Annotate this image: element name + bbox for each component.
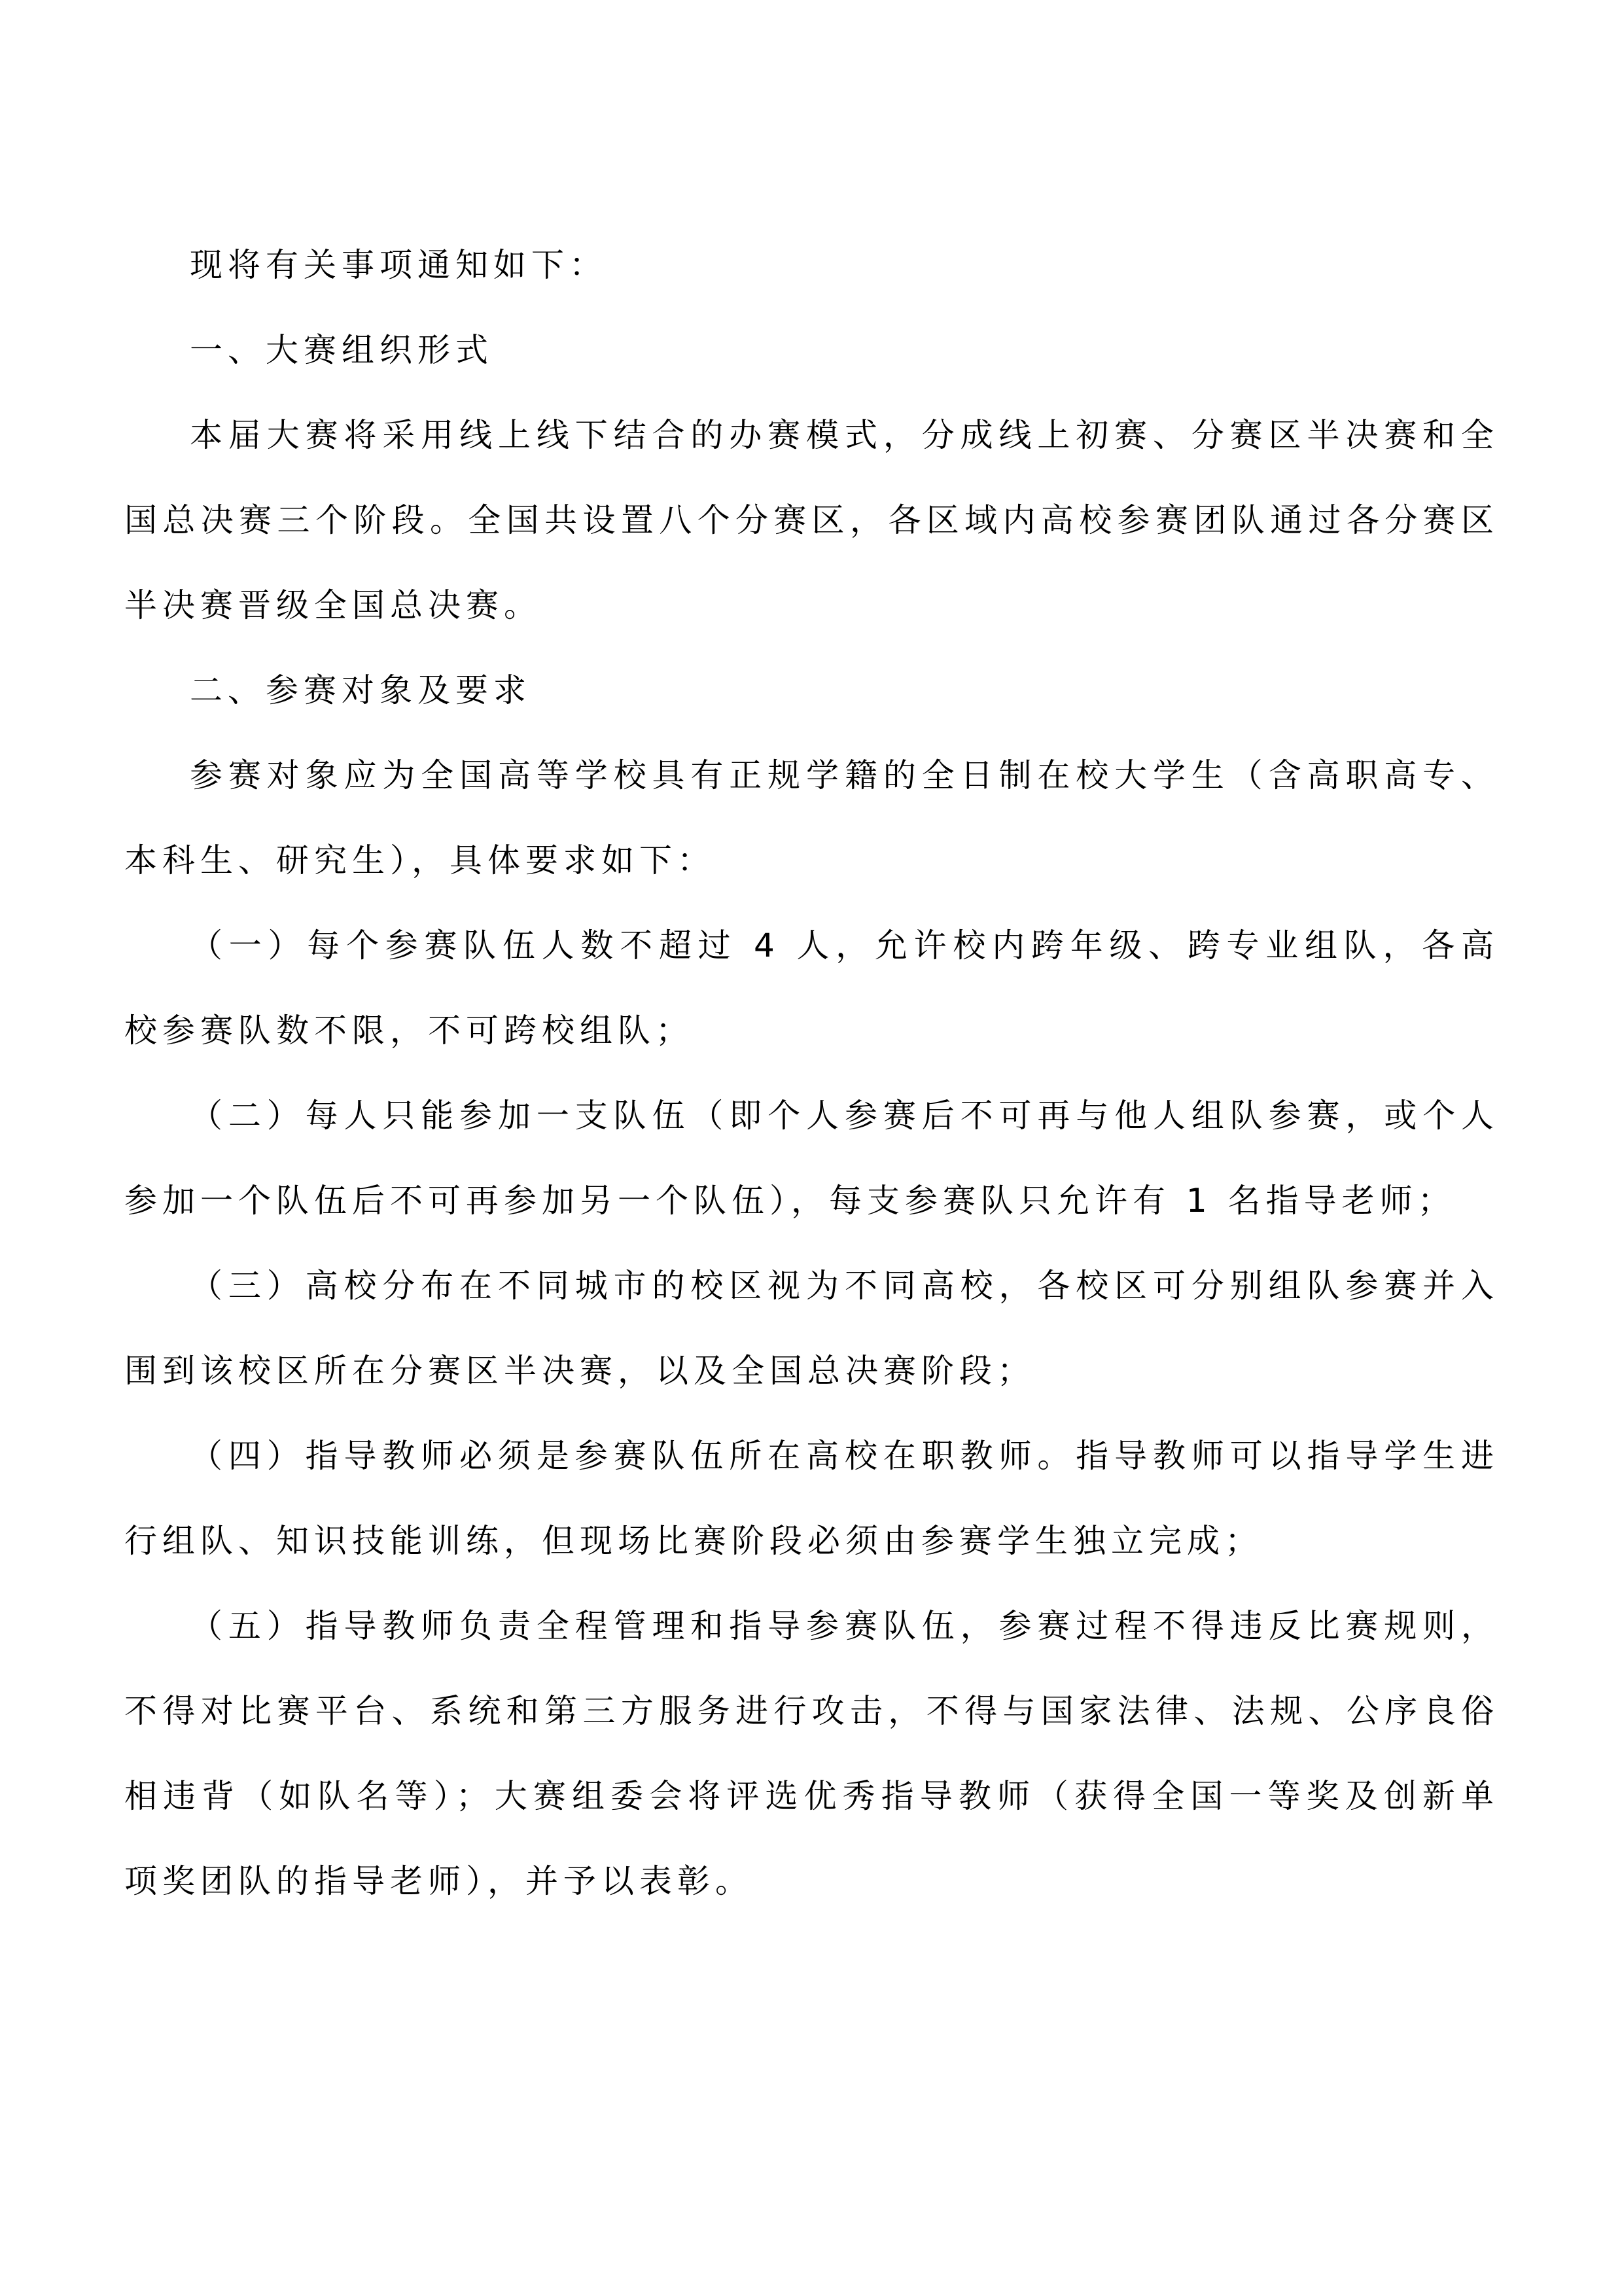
paragraph-item-1: （一）每个参赛队伍人数不超过 4 人，允许校内跨年级、跨专业组队，各高校参赛队数不限，不可跨校组队； <box>124 927 1499 1050</box>
paragraph-item-2: （二）每人只能参加一支队伍（即个人参赛后不可再与他人组队参赛，或个人参加一个队伍后不可再参加另一个队伍），每支参赛队只允许有 1 名指导老师； <box>124 1097 1499 1220</box>
document-body <box>124 222 1499 1924</box>
section-heading-2: 二、参赛对象及要求 <box>190 671 531 709</box>
paragraph-item-4: （四）指导教师必须是参赛队伍所在高校在职教师。指导教师可以指导学生进行组队、知识技能训练，但现场比赛阶段必须由参赛学生独立完成； <box>124 1437 1499 1560</box>
section-heading-1: 一、大赛组织形式 <box>190 331 493 369</box>
paragraph-item-5: （五）指导教师负责全程管理和指导参赛队伍，参赛过程不得违反比赛规则，不得对比赛平台、系统和第三方服务进行攻击，不得与国家法律、法规、公序良俗相违背（如队名等）；大赛组委会将评选优秀指导教师（获得全国一等奖及创新单项奖团队的指导老师），并予以表彰。 <box>124 1607 1499 1900</box>
paragraph-section2-body: 参赛对象应为全国高等学校具有正规学籍的全日制在校大学生（含高职高专、本科生、研究生），具体要求如下： <box>124 756 1499 879</box>
paragraph-item-3: （三）高校分布在不同城市的校区视为不同高校，各校区可分别组队参赛并入围到该校区所在分赛区半决赛，以及全国总决赛阶段； <box>124 1267 1499 1390</box>
paragraph-section1-body: 本届大赛将采用线上线下结合的办赛模式，分成线上初赛、分赛区半决赛和全国总决赛三个阶段。全国共设置八个分赛区，各区域内高校参赛团队通过各分赛区半决赛晋级全国总决赛。 <box>124 416 1499 624</box>
paragraph-intro: 现将有关事项通知如下： <box>190 246 607 284</box>
